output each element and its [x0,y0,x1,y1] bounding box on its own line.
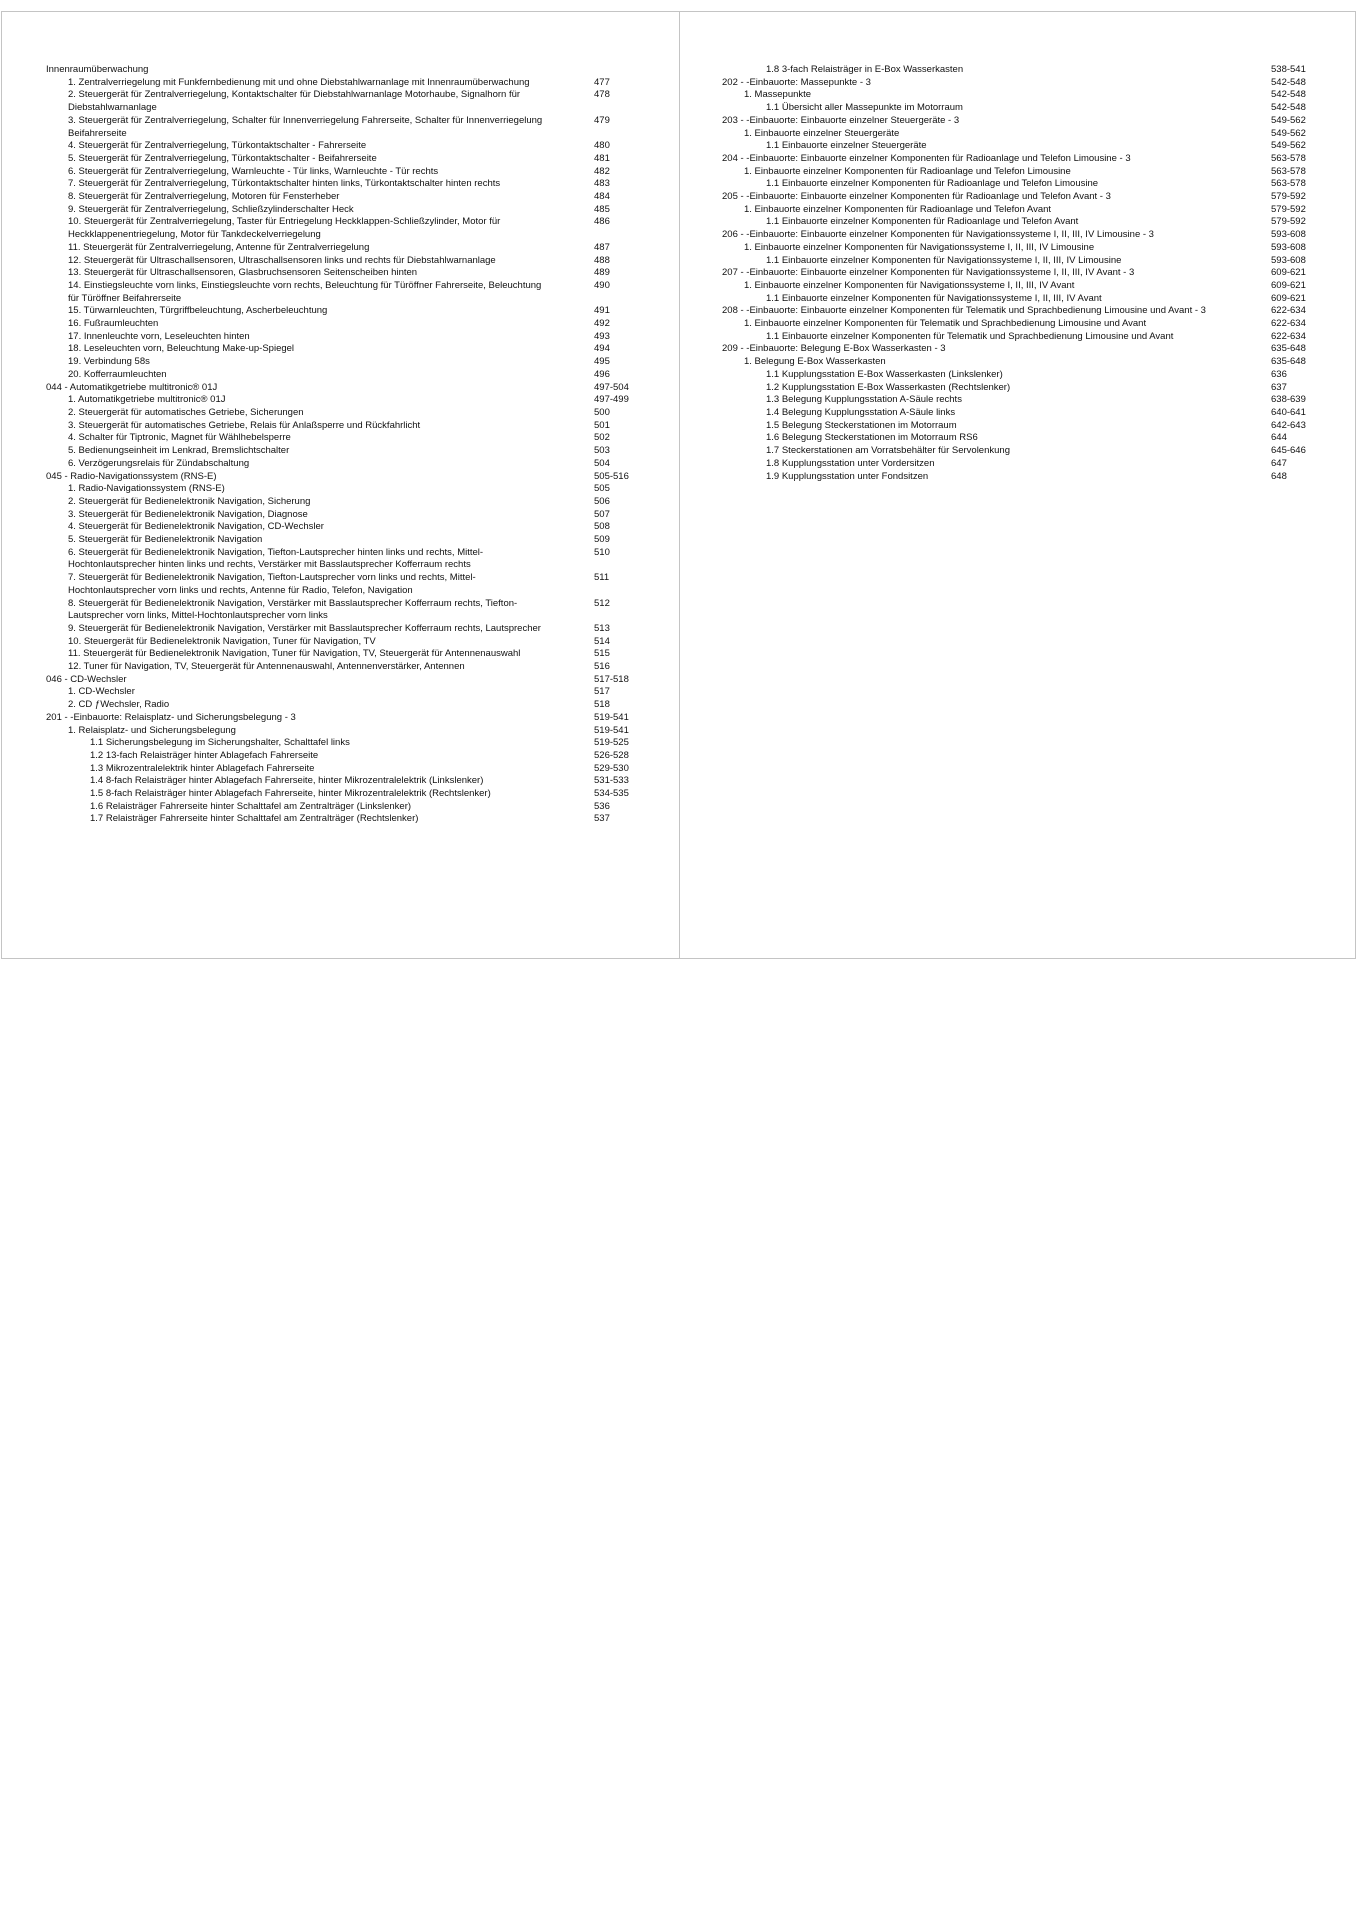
toc-entry-title: 1.3 Belegung Kupplungsstation A-Säule rechts [766,394,962,406]
toc-entry [46,343,636,356]
toc-entry [722,471,1312,484]
document-spread [1,11,1356,959]
toc-entry-title: 208 - -Einbauorte: Einbauorte einzelner Komponenten für Telematik und Sprachbedienung Limousine und Avant - 3 [722,305,1206,317]
toc-entry [722,242,1312,255]
toc-entry [46,534,636,547]
toc-entry-page: 593-608 [1271,254,1306,266]
toc-entry-title: 8. Steuergerät für Zentralverriegelung, Motoren für Fensterheber [68,191,340,203]
toc-entry [46,115,636,140]
toc-entry [722,445,1312,458]
toc-entry-title: 1.1 Einbauorte einzelner Komponenten für Radioanlage und Telefon Limousine [766,178,1099,190]
toc-entry-page: 491 [594,305,610,317]
toc-entry-title: 1. Automatikgetriebe multitronic® 01J [68,394,226,406]
toc-entry [722,64,1312,77]
toc-entry-title: 1. Einbauorte einzelner Komponenten für Telematik und Sprachbedienung Limousine und Avant [744,318,1147,330]
toc-entry-title: 1.1 Kupplungsstation E-Box Wasserkasten (Linkslenker) [766,368,1003,380]
toc-entry [46,382,636,395]
toc-entry [722,216,1312,229]
toc-entry-page: 497-504 [594,381,629,393]
toc-entry [722,432,1312,445]
toc-entry [46,661,636,674]
toc-entry-page: 485 [594,203,610,215]
toc-entry-page: 504 [594,457,610,469]
toc-entry [46,775,636,788]
toc-entry-title: 1.1 Sicherungsbelegung im Sicherungshalter, Schalttafel links [90,737,350,749]
toc-entry [46,572,636,597]
toc-entry-page: 501 [594,419,610,431]
toc-entry-title: 15. Türwarnleuchten, Türgriffbeleuchtung, Ascherbeleuchtung [68,305,328,317]
toc-entry-title: 1.6 Relaisträger Fahrerseite hinter Schalttafel am Zentralträger (Linkslenker) [90,800,412,812]
toc-entry-page: 609-621 [1271,292,1306,304]
toc-entry-title: 209 - -Einbauorte: Belegung E-Box Wasserkasten - 3 [722,343,946,355]
toc-entry [46,140,636,153]
toc-entry [46,432,636,445]
toc-entry-page: 635-648 [1271,356,1306,368]
toc-entry-title: 1.1 Einbauorte einzelner Komponenten für Radioanlage und Telefon Avant [766,216,1079,228]
toc-entry-title: 207 - -Einbauorte: Einbauorte einzelner Komponenten für Navigationssysteme I, II, III, IV Avant - 3 [722,267,1135,279]
toc-entry-page: 645-646 [1271,445,1306,457]
toc-entry [46,216,636,241]
toc-entry-page: 538-541 [1271,64,1306,75]
toc-entry-page: 563-578 [1271,165,1306,177]
toc-entry-page: 519-525 [594,737,629,749]
toc-entry [722,178,1312,191]
toc-entry-title: 1.3 Mikrozentralelektrik hinter Ablagefach Fahrerseite [90,762,315,774]
toc-entry [46,280,636,305]
toc-entry-page: 505 [594,483,610,495]
toc-entry [46,496,636,509]
toc-entry-title: 10. Steuergerät für Bedienelektronik Navigation, Tuner für Navigation, TV [68,635,376,647]
toc-column-left [46,64,636,826]
toc-entry [46,788,636,801]
toc-entry-page: 488 [594,254,610,266]
toc-entry-page: 516 [594,661,610,673]
toc-entry-title: 18. Leseleuchten vorn, Beleuchtung Make-up-Spiegel [68,343,295,355]
toc-entry-title: 3. Steuergerät für automatisches Getriebe, Relais für Anlaßsperre und Rückfahrlicht [68,419,421,431]
toc-entry [722,458,1312,471]
toc-entry-page: 512 [594,597,610,609]
toc-entry-page: 490 [594,279,610,291]
toc-entry-title: 9. Steuergerät für Zentralverriegelung, Schließzylinderschalter Heck [68,203,354,215]
toc-entry-title: 6. Verzögerungsrelais für Zündabschaltung [68,457,250,469]
toc-entry-title: 1.2 Kupplungsstation E-Box Wasserkasten (Rechtslenker) [766,381,1011,393]
toc-entry-page: 593-608 [1271,229,1306,241]
toc-entry-title: 10. Steuergerät für Zentralverriegelung, Taster für Entriegelung Heckklappen-Schließzylinder, Motor für Heckklappenentriegelung, Motor für Tankdeckelverriegelung [68,216,501,241]
toc-entry-page: 509 [594,534,610,546]
toc-entry-page: 638-639 [1271,394,1306,406]
toc-entry-page: 506 [594,495,610,507]
toc-entry-page: 502 [594,432,610,444]
toc-entry [722,420,1312,433]
toc-entry-page: 640-641 [1271,406,1306,418]
toc-entry-page: 579-592 [1271,191,1306,203]
toc-entry-title: 11. Steuergerät für Zentralverriegelung, Antenne für Zentralverriegelung [68,241,370,253]
toc-entry [722,229,1312,242]
toc-entry-title: 17. Innenleuchte vorn, Leseleuchten hinten [68,330,250,342]
toc-entry [46,318,636,331]
toc-entry-page: 518 [594,699,610,711]
toc-entry-title: 1. Zentralverriegelung mit Funkfernbedienung mit und ohne Diebstahlwarnanlage mit Innenraumüberwachung [68,76,530,88]
toc-entry [722,369,1312,382]
toc-entry [46,623,636,636]
toc-entry-page: 536 [594,800,610,812]
toc-entry-page: 519-541 [594,724,629,736]
toc-entry-page: 489 [594,267,610,279]
toc-entry-title: 5. Bedienungseinheit im Lenkrad, Bremslichtschalter [68,445,290,457]
toc-entry [722,394,1312,407]
toc-entry-page: 579-592 [1271,203,1306,215]
toc-entry-title: 5. Steuergerät für Zentralverriegelung, Türkontaktschalter - Beifahrerseite [68,152,377,164]
toc-entry-page: 537 [594,813,610,825]
toc-entry [46,763,636,776]
toc-entry [46,813,636,826]
toc-entry-page: 517-518 [594,673,629,685]
toc-entry-title: 12. Steuergerät für Ultraschallsensoren, Ultraschallsensoren links und rechts für Diebstahlwarnanlage [68,254,496,266]
toc-entry-title: 1.1 Einbauorte einzelner Komponenten für Navigationssysteme I, II, III, IV Avant [766,292,1102,304]
toc-entry [46,191,636,204]
toc-entry-title: 16. Fußraumleuchten [68,318,159,330]
toc-entry [722,140,1312,153]
toc-entry-title: 4. Schalter für Tiptronic, Magnet für Wählhebelsperre [68,432,291,444]
toc-entry-page: 635-648 [1271,343,1306,355]
toc-entry-page: 644 [1271,432,1287,444]
toc-entry [722,89,1312,102]
toc-entry-title: 1. CD-Wechsler [68,686,135,698]
toc-entry [722,128,1312,141]
toc-entry-page: 609-621 [1271,267,1306,279]
toc-column-right [722,64,1312,483]
toc-entry [46,483,636,496]
toc-entry-title: 3. Steuergerät für Zentralverriegelung, Schalter für Innenverriegelung Fahrerseite, Schalter für Innenverriegelung Beifahrerseite [68,114,543,139]
toc-entry-title: 1.8 Kupplungsstation unter Vordersitzen [766,457,935,469]
toc-entry-title: 9. Steuergerät für Bedienelektronik Navigation, Verstärker mit Basslautsprecher Kofferraum rechts, Lautsprecher [68,622,541,634]
toc-entry [46,725,636,738]
toc-entry-page: 647 [1271,457,1287,469]
toc-entry-title: 3. Steuergerät für Bedienelektronik Navigation, Diagnose [68,508,308,520]
toc-entry [722,343,1312,356]
toc-entry-title: 1.6 Belegung Steckerstationen im Motorraum RS6 [766,432,978,444]
toc-entry-title: 1.1 Einbauorte einzelner Komponenten für Navigationssysteme I, II, III, IV Limousine [766,254,1122,266]
toc-entry [46,64,636,77]
toc-entry-page: 497-499 [594,394,629,406]
toc-entry-page: 549-562 [1271,127,1306,139]
toc-entry-page: 514 [594,635,610,647]
toc-entry [46,801,636,814]
toc-entry-page: 642-643 [1271,419,1306,431]
toc-entry-page: 511 [594,572,610,584]
toc-entry [46,166,636,179]
toc-entry [722,204,1312,217]
toc-entry-page: 542-548 [1271,76,1306,88]
toc-entry-page: 563-578 [1271,178,1306,190]
toc-entry-page: 479 [594,114,610,126]
toc-entry-page: 510 [594,546,610,558]
toc-entry-title: 1.8 3-fach Relaisträger in E-Box Wasserkasten [766,64,964,75]
toc-entry [722,356,1312,369]
toc-entry [46,267,636,280]
toc-entry-title: 20. Kofferraumleuchten [68,368,167,380]
toc-entry [46,445,636,458]
toc-entry-title: 201 - -Einbauorte: Relaisplatz- und Sicherungsbelegung - 3 [46,711,296,723]
toc-entry [722,102,1312,115]
toc-entry [46,369,636,382]
toc-entry [46,89,636,114]
toc-entry [46,750,636,763]
toc-entry-page: 482 [594,165,610,177]
toc-entry-page: 534-535 [594,788,629,800]
toc-entry [46,407,636,420]
toc-entry-page: 519-541 [594,711,629,723]
toc-entry-title: 1. Einbauorte einzelner Komponenten für Navigationssysteme I, II, III, IV Avant [744,279,1075,291]
toc-entry-title: 2. Steuergerät für automatisches Getriebe, Sicherungen [68,406,304,418]
toc-entry [46,204,636,217]
toc-entry-title: 1.5 8-fach Relaisträger hinter Ablagefach Fahrerseite, hinter Mikrozentralelektrik (Rechtslenker) [90,788,491,800]
toc-entry-page: 529-530 [594,762,629,774]
toc-entry [46,255,636,268]
toc-entry-page: 637 [1271,381,1287,393]
toc-entry-page: 648 [1271,470,1287,482]
toc-entry-title: 1.1 Einbauorte einzelner Steuergeräte [766,140,927,152]
toc-entry-title: 6. Steuergerät für Bedienelektronik Navigation, Tiefton-Lautsprecher hinten links und rechts, Mittel-Hochtonlautsprecher hinten links und rechts, Verstärker mit Basslautsprecher Kofferraum rechts [68,546,484,571]
toc-entry-title: 13. Steuergerät für Ultraschallsensoren, Glasbruchsensoren Seitenscheiben hinten [68,267,418,279]
toc-entry-title: 1. Einbauorte einzelner Komponenten für Radioanlage und Telefon Avant [744,203,1052,215]
toc-entry-title: 205 - -Einbauorte: Einbauorte einzelner Komponenten für Radioanlage und Telefon Avant - 3 [722,191,1111,203]
toc-entry-page: 480 [594,140,610,152]
toc-entry [46,686,636,699]
toc-entry-page: 481 [594,152,610,164]
toc-entry-title: 1. Einbauorte einzelner Komponenten für Navigationssysteme I, II, III, IV Limousine [744,241,1095,253]
toc-entry-page: 505-516 [594,470,629,482]
toc-entry-title: 8. Steuergerät für Bedienelektronik Navigation, Verstärker mit Basslautsprecher Kofferraum rechts, Tiefton-Lautsprecher vorn links, Mittel-Hochtonlautsprecher vorn links [68,597,518,622]
toc-entry-page: 526-528 [594,749,629,761]
toc-entry [46,356,636,369]
toc-entry [722,331,1312,344]
toc-entry-title: 7. Steuergerät für Bedienelektronik Navigation, Tiefton-Lautsprecher vorn links und rechts, Mittel-Hochtonlautsprecher vorn links und rechts, Antenne für Radio, Telefon, Navigation [68,572,476,596]
toc-entry-title: 1. Massepunkte [744,89,812,101]
toc-entry [46,153,636,166]
toc-entry [722,318,1312,331]
toc-entry [722,166,1312,179]
toc-entry [722,77,1312,90]
toc-entry-title: 1.7 Steckerstationen am Vorratsbehälter für Servolenkung [766,445,1010,457]
toc-entry-title: 1.2 13-fach Relaisträger hinter Ablagefach Fahrerseite [90,749,319,761]
toc-entry [722,153,1312,166]
toc-entry-page: 622-634 [1271,330,1306,342]
toc-entry-page: 503 [594,445,610,457]
toc-entry-page: 495 [594,356,610,368]
toc-entry-title: 1. Belegung E-Box Wasserkasten [744,356,886,368]
toc-entry [46,242,636,255]
toc-entry-title: 1.4 8-fach Relaisträger hinter Ablagefach Fahrerseite, hinter Mikrozentralelektrik (Linkslenker) [90,775,484,787]
toc-entry-title: 19. Verbindung 58s [68,356,150,368]
toc-entry-page: 484 [594,191,610,203]
toc-entry [46,471,636,484]
toc-entry [46,458,636,471]
toc-entry-title: 1. Einbauorte einzelner Komponenten für Radioanlage und Telefon Limousine [744,165,1071,177]
toc-entry-title: 1.9 Kupplungsstation unter Fondsitzen [766,470,929,482]
toc-entry-page: 483 [594,178,610,190]
toc-entry-page: 486 [594,216,610,228]
toc-entry-page: 507 [594,508,610,520]
toc-entry [46,737,636,750]
toc-entry-title: 4. Steuergerät für Bedienelektronik Navigation, CD-Wechsler [68,521,324,533]
toc-entry [46,598,636,623]
toc-entry-title: Innenraumüberwachung [46,64,149,75]
page-divider [679,12,680,958]
toc-entry-page: 549-562 [1271,140,1306,152]
toc-entry-page: 515 [594,648,610,660]
toc-entry-title: 1.1 Übersicht aller Massepunkte im Motorraum [766,102,963,114]
toc-entry [46,420,636,433]
toc-entry [46,305,636,318]
toc-entry-page: 579-592 [1271,216,1306,228]
toc-entry [46,547,636,572]
toc-entry-title: 1.4 Belegung Kupplungsstation A-Säule links [766,406,956,418]
toc-entry-page: 487 [594,241,610,253]
toc-entry [46,636,636,649]
toc-entry-page: 636 [1271,368,1287,380]
toc-entry-page: 609-621 [1271,279,1306,291]
toc-entry-title: 046 - CD-Wechsler [46,673,127,685]
toc-entry-page: 478 [594,89,610,101]
toc-entry-title: 1. Radio-Navigationssystem (RNS-E) [68,483,225,495]
toc-entry-title: 202 - -Einbauorte: Massepunkte - 3 [722,76,871,88]
toc-entry-title: 7. Steuergerät für Zentralverriegelung, Türkontaktschalter hinten links, Türkontaktschalter hinten rechts [68,178,501,190]
toc-entry [722,255,1312,268]
toc-entry-page: 508 [594,521,610,533]
toc-entry-title: 1.7 Relaisträger Fahrerseite hinter Schalttafel am Zentralträger (Rechtslenker) [90,813,419,825]
toc-entry-title: 2. Steuergerät für Zentralverriegelung, Kontaktschalter für Diebstahlwarnanlage Motorhaube, Signalhorn für Diebstahlwarnanlage [68,89,521,114]
toc-entry-title: 12. Tuner für Navigation, TV, Steuergerät für Antennenauswahl, Antennenverstärker, Antennen [68,661,465,673]
toc-entry [46,331,636,344]
toc-entry-title: 1.5 Belegung Steckerstationen im Motorraum [766,419,957,431]
toc-entry [722,267,1312,280]
toc-entry [46,674,636,687]
toc-entry-page: 517 [594,686,610,698]
toc-entry [722,191,1312,204]
toc-entry-title: 204 - -Einbauorte: Einbauorte einzelner Komponenten für Radioanlage und Telefon Limousine - 3 [722,152,1131,164]
toc-entry-page: 494 [594,343,610,355]
toc-entry-page: 593-608 [1271,241,1306,253]
toc-entry-title: 1. Relaisplatz- und Sicherungsbelegung [68,724,236,736]
toc-entry [722,305,1312,318]
toc-entry-page: 492 [594,318,610,330]
toc-entry [46,509,636,522]
toc-entry-page: 477 [594,76,610,88]
toc-entry-title: 1.1 Einbauorte einzelner Komponenten für Telematik und Sprachbedienung Limousine und Avant [766,330,1174,342]
toc-entry-page: 542-548 [1271,102,1306,114]
toc-entry-title: 206 - -Einbauorte: Einbauorte einzelner Komponenten für Navigationssysteme I, II, III, IV Limousine - 3 [722,229,1154,241]
toc-entry-page: 622-634 [1271,318,1306,330]
toc-entry [722,382,1312,395]
toc-entry-title: 203 - -Einbauorte: Einbauorte einzelner Steuergeräte - 3 [722,114,960,126]
toc-entry-page: 531-533 [594,775,629,787]
toc-entry [722,293,1312,306]
toc-entry-title: 045 - Radio-Navigationssystem (RNS-E) [46,470,217,482]
toc-entry [722,407,1312,420]
toc-entry-page: 542-548 [1271,89,1306,101]
toc-entry-page: 496 [594,368,610,380]
toc-entry [722,115,1312,128]
toc-entry [46,521,636,534]
toc-entry-title: 11. Steuergerät für Bedienelektronik Navigation, Tuner für Navigation, TV, Steuergerät für Antennenauswahl [68,648,521,660]
toc-entry [46,77,636,90]
toc-entry-page: 549-562 [1271,114,1306,126]
toc-entry [722,280,1312,293]
toc-entry [46,394,636,407]
toc-entry-page: 513 [594,622,610,634]
toc-entry-title: 4. Steuergerät für Zentralverriegelung, Türkontaktschalter - Fahrerseite [68,140,367,152]
toc-entry-title: 6. Steuergerät für Zentralverriegelung, Warnleuchte - Tür links, Warnleuchte - Tür rechts [68,165,439,177]
toc-entry [46,178,636,191]
toc-entry-page: 500 [594,406,610,418]
toc-entry-title: 14. Einstiegsleuchte vorn links, Einstiegsleuchte vorn rechts, Beleuchtung für Türöffner Fahrerseite, Beleuchtung für Türöffner Beifahrerseite [68,279,542,304]
toc-entry-title: 044 - Automatikgetriebe multitronic® 01J [46,381,218,393]
toc-entry-page: 563-578 [1271,152,1306,164]
toc-entry [46,712,636,725]
toc-entry-title: 2. Steuergerät für Bedienelektronik Navigation, Sicherung [68,495,311,507]
toc-entry-title: 2. CD ƒWechsler, Radio [68,699,170,711]
toc-entry-page: 622-634 [1271,305,1306,317]
toc-entry [46,648,636,661]
toc-entry-title: 1. Einbauorte einzelner Steuergeräte [744,127,900,139]
toc-entry-page: 493 [594,330,610,342]
toc-entry-title: 5. Steuergerät für Bedienelektronik Navigation [68,534,263,546]
toc-entry [46,699,636,712]
